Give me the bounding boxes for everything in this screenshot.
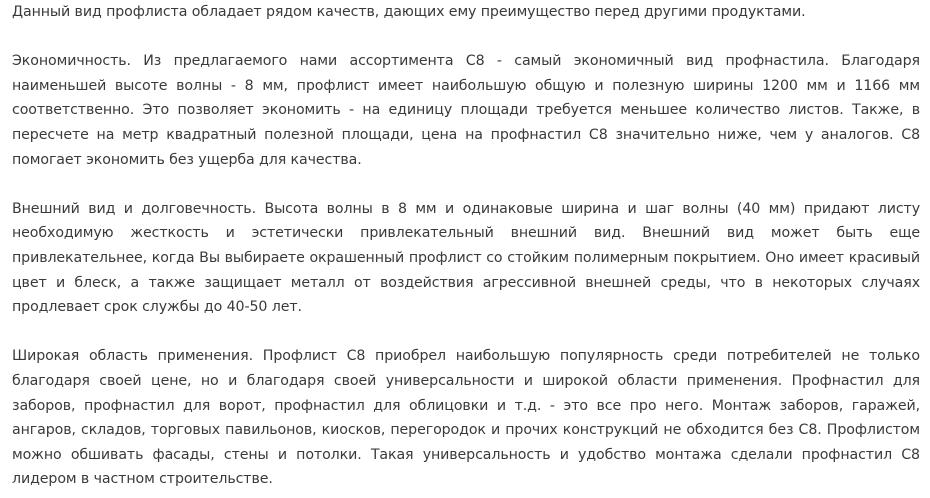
intro-paragraph: Данный вид профлиста обладает рядом качеств, дающих ему преимущество перед другими продуктами. bbox=[12, 4, 806, 20]
paragraph-appearance-durability: Внешний вид и долговечность. Высота волны в 8 мм и одинаковые ширина и шаг волны (40 мм) придают листу необходимую жесткость и эстетически привлекательный внешний вид. Внешний вид может быть еще привлекательнее, когда Вы выбираете окрашенный профлист со стойким полимерным покрытием. Оно имеет красивый цвет и блеск, а также защищает металл от воздействия агрессивной внешней среды, что в некоторых случаях продлевает срок службы до 40-50 лет. bbox=[12, 200, 920, 316]
paragraph-application-scope: Широкая область применения. Профлист С8 приобрел наибольшую популярность среди потребителей не только благодаря своей цене, но и благодаря своей универсальности и широкой области применения. Профнастил для заборов, профнастил для ворот, профнастил для облицовки и т.д. - это все про него. Монтаж заборов, гаражей, ангаров, складов, торговых павильонов, киосков, перегородок и прочих конструкций не обходится без С8. Профлистом можно обшивать фасады, стены и потолки. Такая универсальность и удобство монтажа сделали профнастил С8 лидером в частном строительстве. bbox=[12, 348, 920, 488]
paragraph-spacer bbox=[12, 320, 920, 345]
article-body bbox=[12, 0, 920, 492]
paragraph-economy: Экономичность. Из предлагаемого нами ассортимента С8 - самый экономичный вид профнастила. Благодаря наименьшей высоте волны - 8 мм, профлист имеет наибольшую общую и полезную ширины 1200 мм и 1166 мм соответственно. Это позволяет экономить - на единицу площади требуется меньшее количество листов. Также, в пересчете на метр квадратный полезной площади, цена на профнастил С8 значительно ниже, чем у аналогов. С8 помогает экономить без ущерба для качества. bbox=[12, 53, 920, 168]
paragraph-spacer bbox=[12, 25, 920, 50]
paragraph-spacer bbox=[12, 172, 920, 197]
